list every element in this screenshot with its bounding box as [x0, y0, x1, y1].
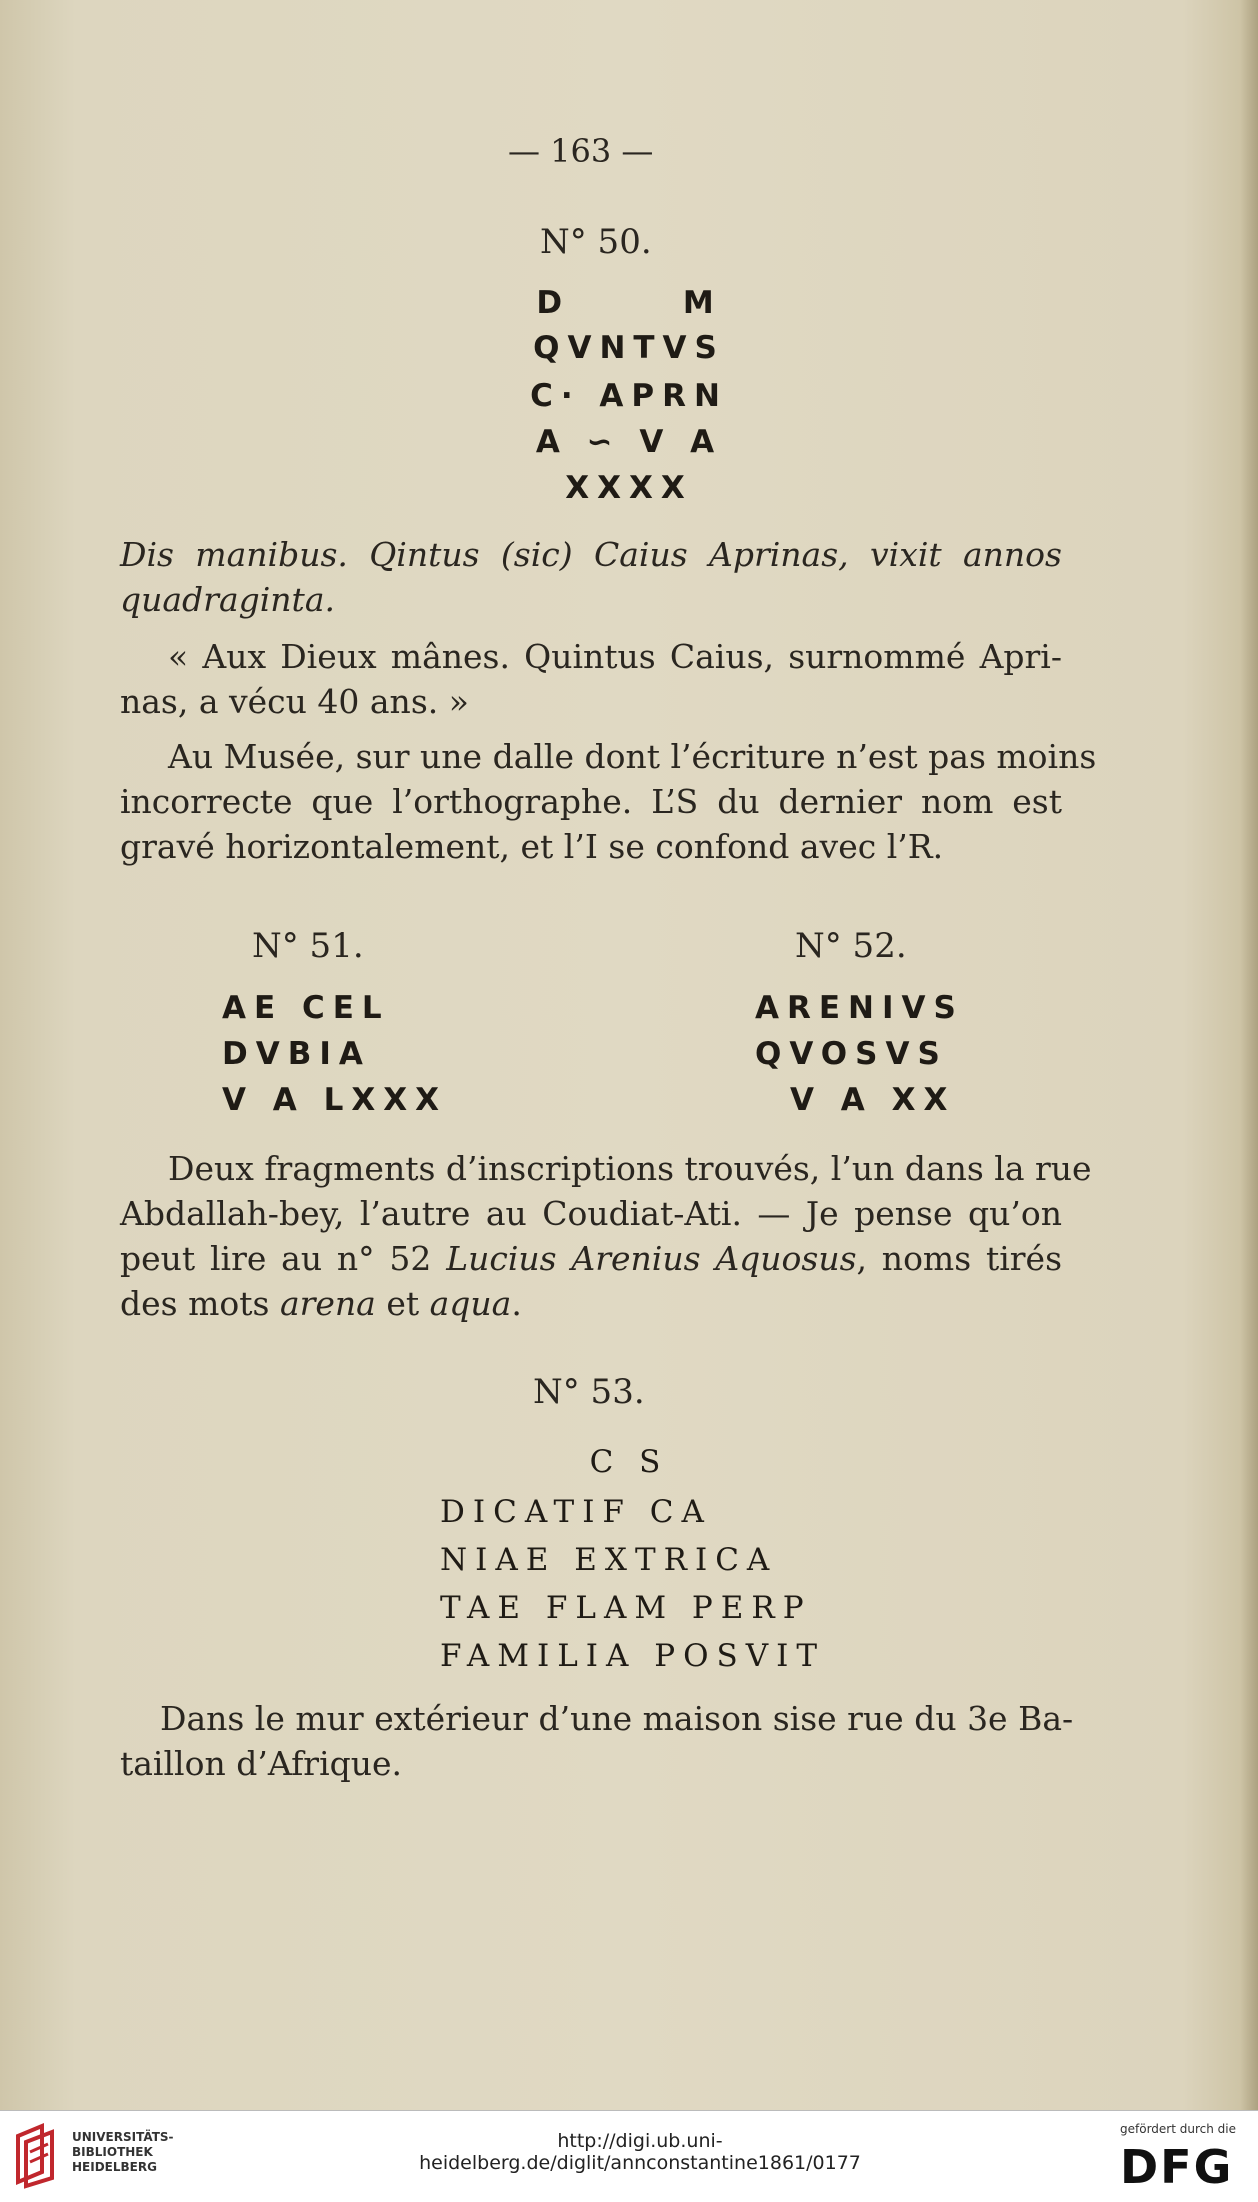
fragments-line4 — [120, 1281, 1062, 1326]
inscription-no52-line2: QVOSVS — [755, 1036, 948, 1072]
inscription-no53-line2: DICATIF CA — [440, 1494, 712, 1530]
inscription-no51-line1: AE CEL — [222, 990, 390, 1026]
page-number: — 163 — — [508, 132, 654, 170]
fragments-line3-a: peut lire au n° 52 — [120, 1239, 447, 1278]
library-name-line1: UNIVERSITÄTS- — [72, 2130, 174, 2144]
note-no53-line1: Dans le mur extérieur d’une maison sise rue du 3e Ba- — [160, 1699, 1074, 1738]
fragments-line3 — [120, 1236, 1062, 1281]
fragments-line1: Deux fragments d’inscriptions trouvés, l’un dans la rue — [168, 1149, 1092, 1188]
fragments-line4-italic1: arena — [279, 1284, 376, 1323]
library-name-line2: BIBLIOTHEK — [72, 2145, 153, 2159]
heading-no50: N° 50. — [540, 222, 652, 262]
inscription-no51-line3: V A LXXX — [222, 1082, 448, 1118]
inscription-no52-line3: V A XX — [790, 1082, 956, 1118]
inscription-no51-line2: DVBIA — [222, 1036, 371, 1072]
note-line2: incorrecte que l’orthographe. L’S du dernier nom est — [120, 782, 1062, 821]
library-name-line3: HEIDELBERG — [72, 2160, 157, 2174]
library-logo-icon[interactable] — [12, 2122, 64, 2190]
funding-note: gefördert durch die — [1120, 2122, 1236, 2136]
french-line1: « Aux Dieux mânes. Quintus Caius, surnommé Apri- — [168, 637, 1062, 676]
inscription-no53-line1: C S — [589, 1444, 669, 1480]
translation-no50 — [120, 532, 1062, 622]
inscription-no50-line2: QVNTVS — [533, 330, 725, 366]
dfg-logo[interactable]: DFG — [1120, 2140, 1234, 2194]
note-line1: Au Musée, sur une dalle dont l’écriture n’est pas moins — [168, 737, 1097, 776]
fragments-line4-c: . — [511, 1284, 522, 1323]
inscription-no53-line5: FAMILIA POSVIT — [440, 1638, 826, 1674]
fragments-line3-italic: Lucius Arenius Aquosus — [446, 1239, 857, 1278]
fragments-line3-b: , noms tirés — [856, 1239, 1063, 1278]
fragments-line2: Abdallah-bey, l’autre au Coudiat-Ati. — Je pense qu’on — [120, 1194, 1062, 1233]
fragments-line4-italic2: aqua — [429, 1284, 512, 1323]
note-no53-line2: taillon d’Afrique. — [120, 1744, 403, 1783]
note-no50 — [120, 734, 1097, 869]
note-no53 — [120, 1696, 1074, 1786]
french-line2: nas, a vécu 40 ans. » — [120, 682, 469, 721]
inscription-no50-line1: D M — [536, 285, 722, 321]
library-name[interactable] — [72, 2130, 174, 2175]
fragments-paragraph — [120, 1146, 1092, 1326]
heading-no53: N° 53. — [533, 1372, 645, 1412]
inscription-no50-line3: C· APRN — [530, 378, 728, 414]
inscription-no50-line4: A ∽ V A — [535, 424, 723, 460]
translation-line2: quadraginta. — [120, 580, 335, 619]
inscription-no52-line1: ARENIVS — [755, 990, 964, 1026]
inscription-no50-line5: XXXX — [565, 470, 693, 506]
heading-no52: N° 52. — [795, 926, 907, 966]
fragments-line4-b: et — [375, 1284, 430, 1323]
translation-line1: Dis manibus. Qintus (sic) Caius Aprinas, vixit annos — [120, 535, 1062, 574]
inscription-no53-line3: NIAE EXTRICA — [440, 1542, 778, 1578]
heading-no51: N° 51. — [252, 926, 364, 966]
french-no50 — [120, 634, 1062, 724]
note-line3: gravé horizontalement, et l’I se confond avec l’R. — [120, 827, 944, 866]
fragments-line4-a: des mots — [120, 1284, 280, 1323]
inscription-no53-line4: TAE FLAM PERP — [440, 1590, 812, 1626]
permalink-url[interactable]: http://digi.ub.uni-heidelberg.de/diglit/annconstantine1861/0177 — [419, 2130, 861, 2174]
